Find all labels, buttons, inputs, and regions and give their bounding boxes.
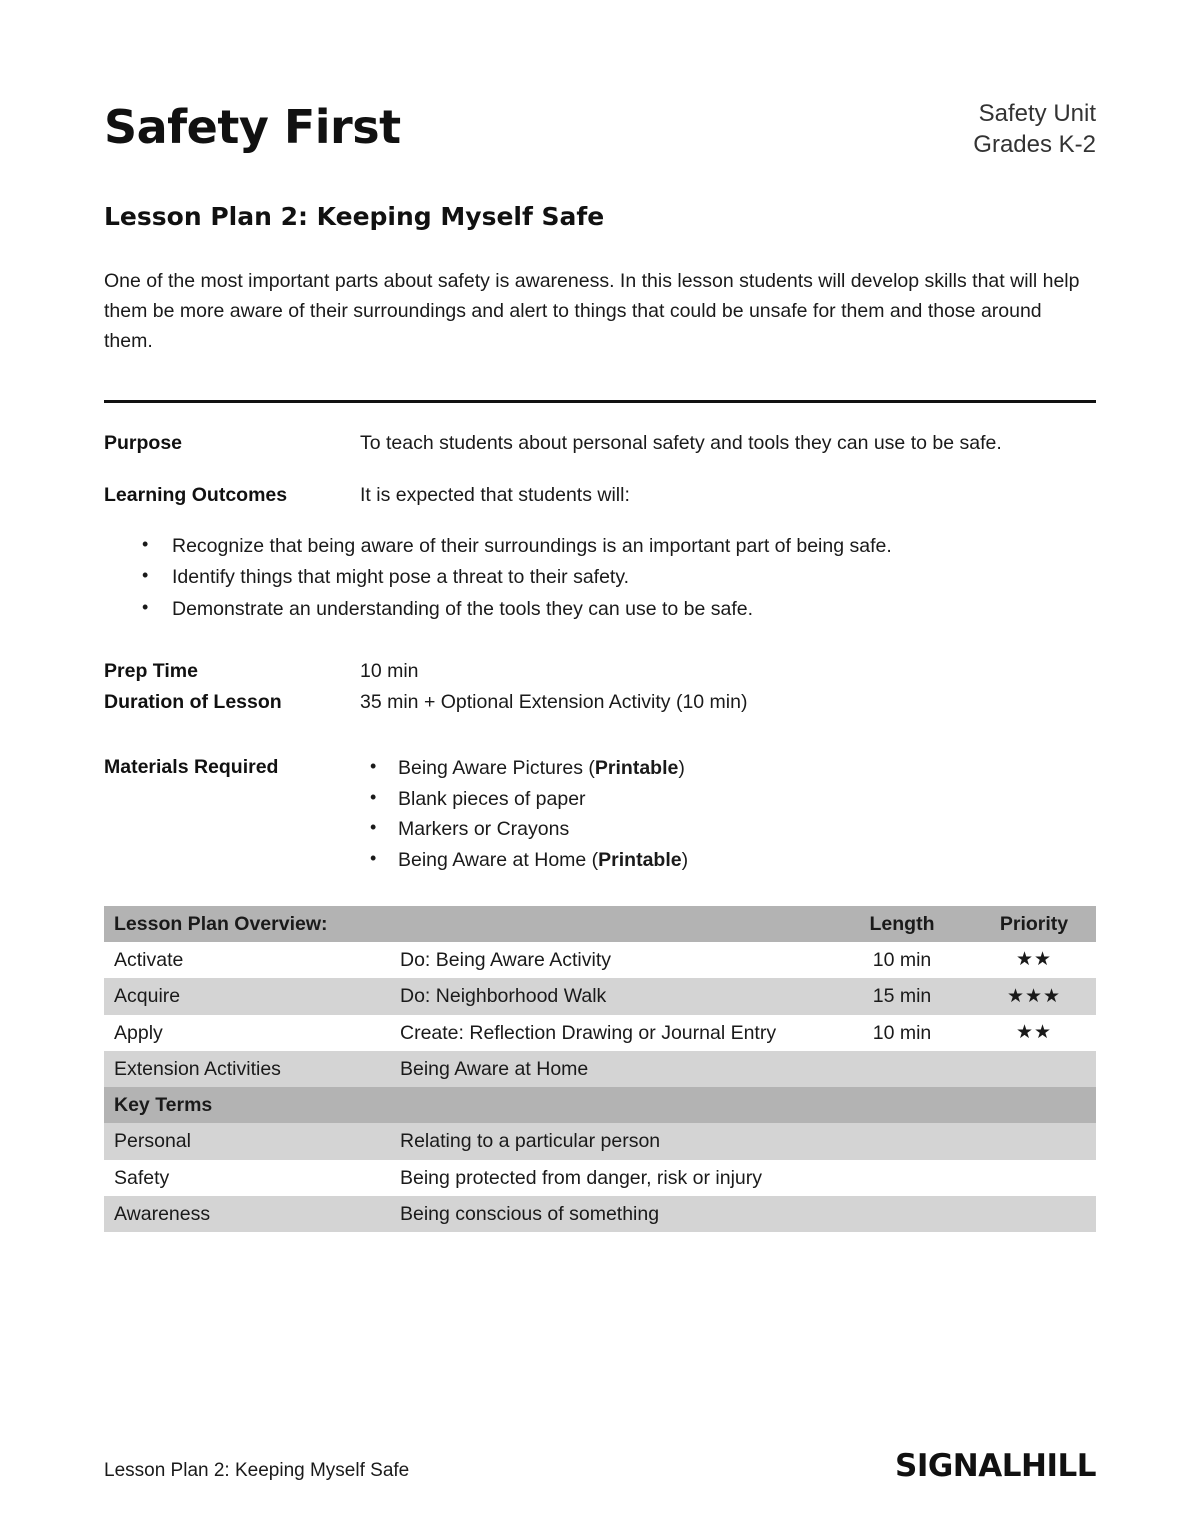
table-row <box>104 1051 1096 1087</box>
length-header: Length <box>832 906 962 942</box>
duration-value: 35 min + Optional Extension Activity (10 min) <box>360 690 748 713</box>
activity-priority: ★★ <box>1015 949 1053 971</box>
purpose-label: Purpose <box>104 432 183 455</box>
unit-name: Safety Unit <box>978 100 1096 127</box>
material-text: Being Aware at Home ( <box>398 848 599 871</box>
activity-name: Do: Neighborhood Walk <box>390 978 832 1014</box>
activity-priority <box>962 1051 1096 1087</box>
document-footer <box>104 1448 1096 1484</box>
material-text: Markers or Crayons <box>398 818 570 841</box>
material-text: Blank pieces of paper <box>398 787 586 810</box>
footer-lesson-name: Lesson Plan 2: Keeping Myself Safe <box>104 1460 410 1481</box>
materials-value <box>360 753 688 875</box>
activity-length: 15 min <box>832 978 962 1014</box>
materials-label: Materials Required <box>104 756 279 779</box>
info-row-materials <box>104 753 1096 875</box>
term-spacer-2 <box>962 1160 1096 1196</box>
material-suffix: ) <box>678 757 685 780</box>
list-item <box>398 753 688 784</box>
key-terms-spacer-2 <box>832 1087 962 1123</box>
overview-title: Lesson Plan Overview: <box>104 906 390 942</box>
activity-name: Being Aware at Home <box>390 1051 832 1087</box>
page-title: Safety First <box>104 100 401 154</box>
section-divider <box>104 400 1096 403</box>
table-row <box>104 1015 1096 1051</box>
table-row <box>104 978 1096 1014</box>
stage-name: Extension Activities <box>104 1051 390 1087</box>
material-text: Being Aware Pictures ( <box>398 757 595 780</box>
term-definition: Being conscious of something <box>390 1196 832 1232</box>
key-terms-spacer <box>390 1087 832 1123</box>
list-item <box>398 814 688 845</box>
term-spacer <box>832 1160 962 1196</box>
info-row-purpose <box>104 429 1096 458</box>
signalhill-logo <box>895 1448 1096 1484</box>
activity-length: 10 min <box>872 948 932 971</box>
info-row-duration <box>104 688 1096 717</box>
list-item: • Demonstrate an understanding of the tools they can use to be safe. <box>172 595 1096 625</box>
document-header <box>104 90 1096 160</box>
key-terms-header-row <box>104 1087 1096 1123</box>
term-spacer-2 <box>962 1123 1096 1159</box>
outcomes-label: Learning Outcomes <box>104 483 288 506</box>
materials-list <box>360 753 688 875</box>
term-spacer <box>832 1196 962 1232</box>
activity-name: Do: Being Aware Activity <box>400 948 611 971</box>
prep-time-label: Prep Time <box>104 659 198 682</box>
activity-priority: ★★★ <box>962 978 1096 1014</box>
lesson-plan-overview-table <box>104 906 1096 1233</box>
term-spacer-2 <box>962 1196 1096 1232</box>
term-definition: Being protected from danger, risk or injury <box>400 1166 763 1189</box>
key-terms-spacer-3 <box>962 1087 1096 1123</box>
material-emphasis: Printable <box>594 757 679 780</box>
header-meta <box>973 90 1096 160</box>
grade-range: Grades K-2 <box>973 131 1096 159</box>
lesson-title: Lesson Plan 2: Keeping Myself Safe <box>104 202 605 232</box>
table-row <box>104 1160 1096 1196</box>
material-suffix: ) <box>681 848 689 871</box>
term-name: Awareness <box>104 1196 390 1232</box>
table-row <box>104 942 1096 978</box>
term-definition: Relating to a particular person <box>390 1123 832 1159</box>
outcomes-value: It is expected that students will: <box>360 483 630 506</box>
lesson-info-table <box>104 429 1096 875</box>
stage-name: Activate <box>114 948 184 971</box>
info-row-outcomes <box>104 481 1096 510</box>
term-spacer <box>832 1123 962 1159</box>
term-name: Safety <box>114 1166 170 1189</box>
material-emphasis: Printable <box>598 848 682 871</box>
list-item: • Recognize that being aware of their surroundings is an important part of being safe. <box>172 532 1096 562</box>
list-item: • Identify things that might pose a threat to their safety. <box>172 563 1096 593</box>
priority-header: Priority <box>962 906 1096 942</box>
stage-name: Acquire <box>104 978 390 1014</box>
table-row <box>104 1123 1096 1159</box>
overview-header-spacer <box>390 906 832 942</box>
list-item <box>398 845 688 876</box>
list-item <box>398 784 688 815</box>
logo-secondary: HILL <box>1021 1448 1096 1484</box>
lesson-intro: One of the most important parts about safety is awareness. In this lesson students will develop skills that will help them be more aware of their surroundings and alert to things that could be unsafe for them and those around them. <box>104 270 1080 352</box>
duration-label: Duration of Lesson <box>104 690 282 713</box>
term-name: Personal <box>104 1123 390 1159</box>
logo-primary: SIGNAL <box>895 1448 1021 1484</box>
key-terms-label: Key Terms <box>104 1087 390 1123</box>
activity-name: Create: Reflection Drawing or Journal Entry <box>400 1021 777 1044</box>
table-row <box>104 1196 1096 1232</box>
stage-name: Apply <box>114 1021 163 1044</box>
activity-length: 10 min <box>872 1021 932 1044</box>
learning-outcomes-list <box>104 532 1096 625</box>
info-row-prep-time <box>104 657 1096 686</box>
purpose-value: To teach students about personal safety and tools they can use to be safe. <box>360 432 1002 455</box>
activity-length <box>832 1051 962 1087</box>
prep-time-value: 10 min <box>360 659 419 682</box>
table-header-row <box>104 906 1096 942</box>
activity-priority: ★★ <box>1015 1021 1053 1043</box>
